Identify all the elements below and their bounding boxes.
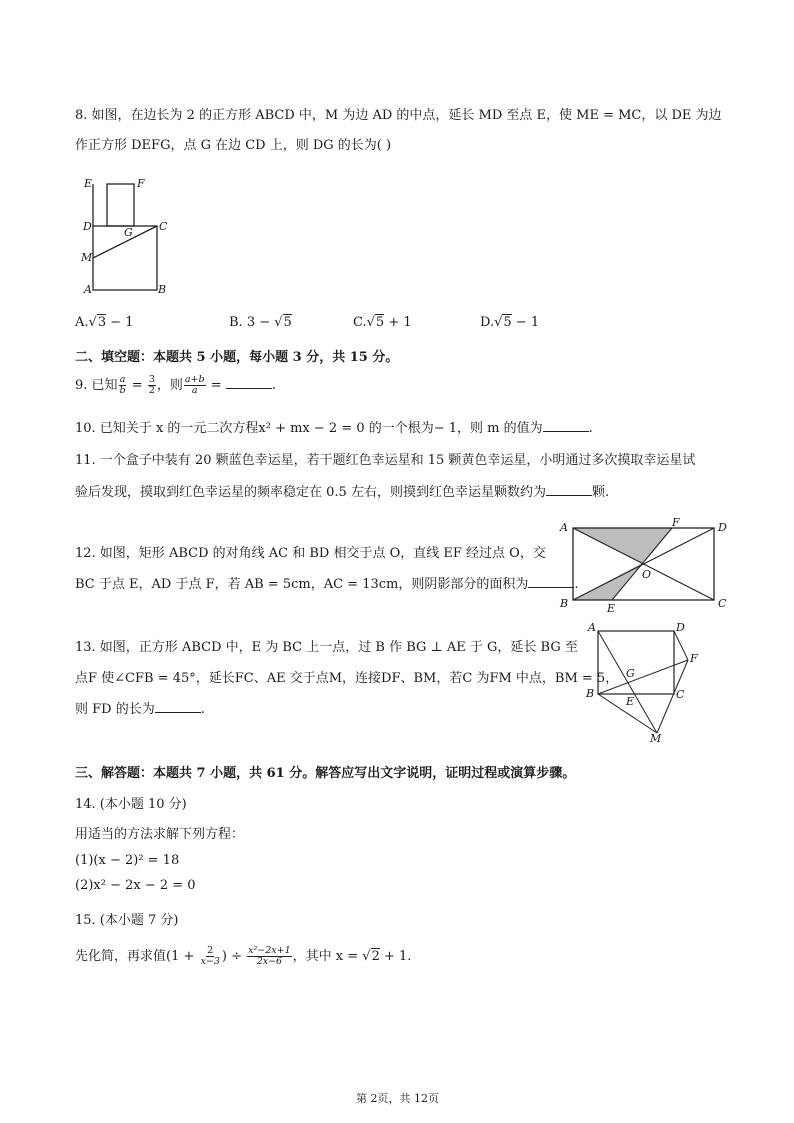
q10-answer-blank[interactable] xyxy=(543,419,589,432)
q11-line2 xyxy=(75,481,609,500)
q8-option-b: B. 3 − √5 xyxy=(229,315,292,330)
q9-fraction-3-over-2 xyxy=(148,375,156,396)
q8-label-m: M xyxy=(81,251,93,264)
q8-line2: 作正方形 DEFG，点 G 在边 CD 上，则 DG 的长为( ) xyxy=(75,138,392,153)
q11-line2-text: 验后发现，摸取到红色幸运星的频率稳定在 0.5 左右，则摸到红色幸运星颗数约为 xyxy=(75,485,546,500)
q9-prefix: 9. 已知 xyxy=(75,378,118,393)
q13-figure xyxy=(582,620,706,744)
q14-instruction: 用适当的方法求解下列方程： xyxy=(75,827,245,842)
section3-title: 三、解答题：本题共 7 小题，共 61 分。解答应写出文字说明，证明过程或演算步骤。 xyxy=(75,766,576,781)
q8-label-b: B xyxy=(158,283,167,295)
q13-answer-blank[interactable] xyxy=(155,700,201,713)
q15-mid: ) ÷ xyxy=(221,949,247,964)
q12-end: . xyxy=(574,577,579,592)
q9-eq: = xyxy=(127,378,147,393)
q15-f2-num: x²−2x+1 xyxy=(248,945,291,957)
q15-end: + 1. xyxy=(379,949,412,964)
q13-label-d: D xyxy=(676,621,685,634)
q9-mid: ，则 xyxy=(156,378,183,393)
q8-option-a-radicand: 3 xyxy=(97,315,107,330)
q8-option-c-radicand: 5 xyxy=(375,315,385,330)
q12-label-d: D xyxy=(718,521,727,534)
q13-line-df xyxy=(674,631,688,660)
q15-line: 先化简，再求值(1 + $\frac{2}{x-3}$ ) ÷ $\frac{\text{x²−2x+1}}{2x-6}$ ，其中 x = √2 + 1. xyxy=(75,945,412,967)
q8-label-g: G xyxy=(124,226,133,239)
q15-fraction-2 xyxy=(247,946,292,967)
q8-option-a: A.√3 − 1 xyxy=(75,315,134,330)
q15-f1-den: x−3 xyxy=(200,956,220,967)
q13-line1: 13. 如图，正方形 ABCD 中，E 为 BC 上一点，过 B 作 BG ⊥ AE 于 G，延长 BG 至 xyxy=(75,640,578,655)
q13-label-g: G xyxy=(626,667,635,680)
page-footer: 第 2页，共 12页 xyxy=(356,1092,439,1105)
q15-f1-num: 2 xyxy=(207,945,214,957)
q13-label-a: A xyxy=(588,621,596,634)
q15-header: 15. (本小题 7 分) xyxy=(75,913,179,928)
q8-line1: 8. 如图，在边长为 2 的正方形 ABCD 中，M 为边 AD 的中点，延长 MD 至点 E，使 ME = MC，以 DE 为边 xyxy=(75,108,722,123)
q8-option-c-letter: C. xyxy=(353,315,367,330)
q8-label-f: F xyxy=(137,177,145,190)
q13-line2: 点F 使∠CFB = 45°，延长FC、AE 交于点M，连接DF、BM，若C 为FM 中点，BM = 5， xyxy=(75,671,619,686)
q13-line-am xyxy=(598,631,657,733)
q10-text: 10. 已知关于 x 的一元二次方程x² + mx − 2 = 0 的一个根为− 1，则 m 的值为 xyxy=(75,421,543,436)
q10-end: . xyxy=(588,421,593,436)
q9-f1-den: b xyxy=(119,385,126,396)
q12-line2 xyxy=(75,573,578,592)
q15-suffix: ，其中 x = xyxy=(292,949,363,964)
q8-square-defg xyxy=(107,184,134,226)
q8-label-d: D xyxy=(83,220,92,233)
q8-option-b-radicand: 5 xyxy=(283,315,292,330)
q14-equation-2: (2)x² − 2x − 2 = 0 xyxy=(75,878,196,893)
q10-line xyxy=(75,417,593,436)
q14-equation-1: (1)(x − 2)² = 18 xyxy=(75,853,180,868)
q8-option-d: D.√5 − 1 xyxy=(480,315,540,330)
q13-label-b: B xyxy=(586,687,595,700)
q13-line3 xyxy=(75,698,205,717)
q8-option-d-rest: − 1 xyxy=(511,315,540,330)
q12-line1: 12. 如图，矩形 ABCD 的对角线 AC 和 BD 相交于点 O，直线 EF 经过点 O，交 xyxy=(75,546,546,561)
q12-label-f: F xyxy=(672,516,680,529)
q15-fraction-1 xyxy=(200,946,221,967)
q8-option-d-radicand: 5 xyxy=(503,315,512,330)
q9-fraction-a-over-b xyxy=(119,375,127,396)
q8-option-c: C.√5 + 1 xyxy=(353,315,412,330)
q13-label-c: C xyxy=(676,688,685,701)
q8-option-a-letter: A. xyxy=(75,315,89,330)
q12-label-a: A xyxy=(560,521,568,534)
q13-label-f: F xyxy=(690,652,698,665)
q12-label-c: C xyxy=(718,597,727,610)
q9-f1-num: a xyxy=(119,374,126,386)
q9-answer-blank[interactable] xyxy=(226,376,272,389)
q11-line1: 11. 一个盒子中装有 20 颗蓝色幸运星，若干题红色幸运星和 15 颗黄色幸运星，小明通过多次摸取幸运星试 xyxy=(75,453,696,468)
q9-f3-den: a xyxy=(191,385,198,396)
q8-figure xyxy=(78,175,178,295)
q8-label-e: E xyxy=(84,177,93,190)
q13-label-m: M xyxy=(650,732,662,744)
q9-fraction-apb-over-a xyxy=(184,375,206,396)
q8-label-a: A xyxy=(84,283,92,295)
q8-option-a-rest: − 1 xyxy=(106,315,134,330)
q13-label-e: E xyxy=(626,695,635,708)
q13-end: . xyxy=(200,702,205,717)
q8-option-d-letter: D. xyxy=(480,315,495,330)
q9-line xyxy=(75,374,276,396)
q13-line3-text: 则 FD 的长为 xyxy=(75,702,155,717)
q9-f2-den: 2 xyxy=(148,385,155,396)
q15-radicand: 2 xyxy=(371,949,380,964)
q11-end: 颗. xyxy=(591,485,610,500)
q12-line2-text: BC 于点 E，AD 于点 F，若 AB = 5cm，AC = 13cm，则阴影部分的面积为 xyxy=(75,577,529,592)
q15-f2-den: 2x−6 xyxy=(256,956,283,967)
q12-label-b: B xyxy=(560,597,569,610)
q9-tail: = xyxy=(206,378,226,393)
q14-header: 14. (本小题 10 分) xyxy=(75,797,187,812)
q11-answer-blank[interactable] xyxy=(546,483,592,496)
q8-option-b-letter: B. 3 − xyxy=(229,315,275,330)
q12-label-e: E xyxy=(607,602,616,615)
q9-f2-num: 3 xyxy=(148,374,155,386)
q8-option-c-rest: + 1 xyxy=(384,315,412,330)
q9-end: . xyxy=(271,378,276,393)
q12-label-o: O xyxy=(642,568,652,581)
q9-f3-num: a+b xyxy=(184,374,205,386)
q15-prefix: 先化简，再求值(1 + xyxy=(75,949,199,964)
section2-title: 二、填空题：本题共 5 小题，每小题 3 分，共 15 分。 xyxy=(75,350,399,365)
q13-square-abcd xyxy=(598,631,674,694)
q12-figure xyxy=(556,516,740,616)
q8-label-c: C xyxy=(159,220,168,233)
